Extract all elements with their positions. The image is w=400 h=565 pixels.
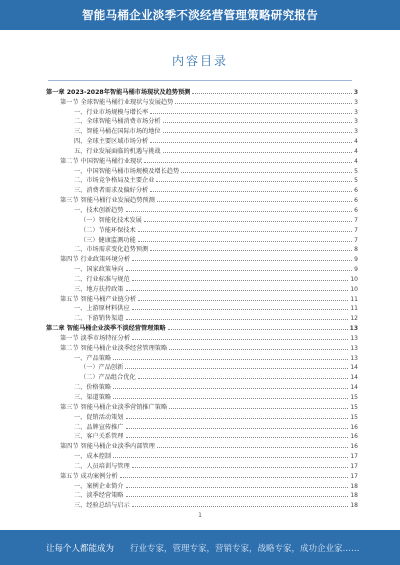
toc-entry-page: 17: [350, 462, 358, 470]
toc-entry-title: 第二章 智能马桶企业淡季不淡经营管理策略: [46, 325, 166, 333]
toc-dot-leader: [126, 496, 349, 497]
toc-entry-title: 二、市场需求变化趋势预测: [74, 246, 149, 254]
toc-entry[interactable]: [46, 244, 358, 254]
toc-entry[interactable]: [46, 332, 358, 342]
toc-entry[interactable]: [46, 145, 358, 155]
toc-entry-title: 五、行业发展面临的机遇与挑战: [74, 147, 161, 155]
toc-entry[interactable]: [46, 391, 358, 401]
toc-dot-leader: [126, 319, 349, 320]
toc-entry-title: 三、地方扶持政策: [74, 285, 124, 293]
toc-entry-page: 3: [354, 98, 358, 106]
toc-entry[interactable]: [46, 381, 358, 391]
toc-dot-leader: [126, 211, 353, 212]
toc-entry-title: 二、品牌宣传推广: [74, 423, 124, 431]
toc-entry-title: （二）产品组合优化: [80, 374, 136, 382]
toc-entry-title: 第一节 淡季市场特征分析: [60, 334, 131, 342]
toc-entry-page: 17: [350, 453, 358, 461]
toc-dot-leader: [113, 388, 348, 389]
toc-dot-leader: [113, 457, 348, 458]
toc-dot-leader: [113, 398, 348, 399]
toc-entry[interactable]: [46, 96, 358, 106]
toc-entry-page: 14: [350, 374, 358, 382]
toc-entry-title: （一）智能化技术发展: [80, 216, 142, 224]
toc-entry[interactable]: [46, 184, 358, 194]
toc-dot-leader: [150, 250, 352, 251]
toc-entry-page: 12: [350, 315, 358, 323]
table-of-contents: [46, 86, 358, 509]
toc-entry-title: 第四节 智能马桶企业淡季内部管理: [60, 443, 155, 451]
toc-dot-leader: [181, 172, 352, 173]
toc-entry[interactable]: [46, 411, 358, 421]
toc-entry[interactable]: [46, 490, 358, 500]
toc-entry[interactable]: [46, 116, 358, 126]
toc-entry[interactable]: [46, 401, 358, 411]
toc-entry-page: 10: [350, 285, 358, 293]
toc-entry[interactable]: [46, 450, 358, 460]
toc-entry[interactable]: [46, 303, 358, 313]
toc-dot-leader: [138, 231, 352, 232]
toc-entry-title: 二、价格策略: [74, 384, 112, 392]
toc-entry[interactable]: [46, 352, 358, 362]
toc-dot-leader: [132, 467, 349, 468]
toc-entry-title: 三、智能马桶在国际市场的地位: [74, 128, 161, 136]
toc-entry-title: 第四节 行业政策环境分析: [60, 256, 131, 264]
toc-entry-page: 3: [354, 128, 358, 136]
toc-entry-page: 15: [350, 394, 358, 401]
toc-dot-leader: [168, 329, 348, 330]
toc-entry[interactable]: [46, 86, 358, 96]
toc-entry-page: 11: [350, 305, 358, 313]
toc-entry[interactable]: [46, 371, 358, 381]
toc-dot-leader: [120, 477, 349, 478]
toc-dot-leader: [156, 181, 352, 182]
toc-entry-page: 7: [354, 216, 358, 224]
toc-entry-page: 3: [353, 88, 358, 96]
toc-dot-leader: [144, 162, 352, 163]
toc-entry-title: 二、下游销售渠道: [74, 315, 124, 323]
toc-entry-title: 一、产品策略: [74, 354, 112, 362]
toc-entry-title: 一、成本控制: [74, 453, 112, 461]
toc-entry-page: 13: [350, 344, 358, 352]
toc-entry-page: 13: [350, 354, 358, 362]
toc-dot-leader: [163, 122, 353, 123]
toc-entry-title: （三）健康监测功能: [80, 236, 136, 244]
toc-dot-leader: [163, 132, 353, 133]
toc-dot-leader: [113, 359, 348, 360]
toc-dot-leader: [175, 103, 352, 104]
toc-dot-leader: [163, 152, 353, 153]
toc-entry-page: 16: [350, 433, 358, 441]
toc-dot-leader: [150, 191, 352, 192]
toc-entry[interactable]: [46, 440, 358, 450]
toc-entry[interactable]: [46, 253, 358, 263]
toc-dot-leader: [132, 280, 349, 281]
toc-entry-page: 8: [354, 246, 358, 254]
toc-entry-title: 一、案例企业简介: [74, 482, 124, 490]
toc-entry-title: 二、全球智能马桶消费市场分析: [74, 118, 161, 126]
toc-entry[interactable]: [46, 342, 358, 352]
toc-dot-leader: [138, 241, 352, 242]
toc-entry-title: 一、促销活动策划: [74, 413, 124, 421]
toc-entry-page: 13: [349, 325, 358, 333]
toc-entry-page: 7: [354, 236, 358, 244]
toc-entry-page: 15: [350, 403, 358, 411]
page-number: 1: [198, 512, 202, 519]
toc-entry-page: 3: [354, 108, 358, 116]
toc-dot-leader: [157, 447, 349, 448]
toc-entry[interactable]: [46, 293, 358, 303]
toc-entry[interactable]: [46, 273, 358, 283]
toc-entry-title: 二、淡季经营策略: [74, 492, 124, 500]
toc-entry-page: 4: [354, 138, 358, 146]
toc-entry-title: 二、市场竞争格局及主要企业: [74, 177, 155, 185]
toc-entry-page: 16: [350, 423, 358, 431]
toc-entry-title: 三、客户关系管理: [74, 433, 124, 441]
toc-entry-page: 18: [350, 482, 358, 490]
toc-entry-title: 第五节 智能马桶产业链分析: [60, 295, 137, 303]
toc-dot-leader: [138, 300, 348, 301]
toc-entry-title: 第三节 智能马桶企业淡季营销推广策略: [60, 403, 168, 411]
toc-dot-leader: [144, 221, 352, 222]
toc-entry-page: 15: [350, 413, 358, 421]
toc-entry[interactable]: [46, 214, 358, 224]
toc-entry[interactable]: [46, 234, 358, 244]
toc-entry-page: 5: [354, 177, 358, 185]
toc-dot-leader: [132, 339, 348, 340]
footer-slogan: 行业专家，管理专家，营销专家，战略专家，成功企业家……: [130, 543, 360, 554]
toc-entry[interactable]: [46, 362, 358, 372]
toc-entry-title: 第一章 2023-2028年智能马桶市场现状及趋势预测: [46, 88, 191, 96]
toc-entry[interactable]: [46, 135, 358, 145]
toc-entry-page: 9: [354, 256, 358, 264]
toc-dot-leader: [169, 408, 348, 409]
toc-heading: 内容目录: [171, 54, 228, 68]
report-header-banner: [0, 0, 400, 30]
toc-dot-leader: [126, 418, 349, 419]
toc-dot-leader: [138, 378, 349, 379]
toc-entry-page: 4: [354, 157, 358, 165]
toc-dot-leader: [192, 93, 351, 94]
toc-dot-leader: [169, 349, 348, 350]
toc-entry[interactable]: [46, 460, 358, 470]
toc-dot-leader: [126, 487, 349, 488]
toc-dot-leader: [150, 113, 352, 114]
toc-dot-leader: [157, 201, 352, 202]
toc-entry-title: 二、行业标准与规范: [74, 275, 130, 283]
toc-divider: [48, 80, 352, 81]
toc-entry-title: 一、技术创新趋势: [74, 206, 124, 214]
toc-entry-title: 四、全球主要区域市场分析: [74, 138, 149, 146]
toc-dot-leader: [126, 290, 349, 291]
toc-entry-title: 三、经验总结与启示: [74, 502, 130, 510]
toc-entry-page: 6: [354, 197, 358, 205]
toc-entry-page: 14: [350, 364, 358, 372]
toc-entry[interactable]: [46, 480, 358, 490]
toc-entry[interactable]: [46, 322, 358, 332]
toc-entry[interactable]: [46, 106, 358, 116]
toc-entry-title: 第三节 智能马桶行业发展趋势预测: [60, 197, 155, 205]
toc-entry-title: （二）节能环保技术: [80, 226, 136, 234]
toc-entry-page: 7: [354, 226, 358, 234]
toc-entry[interactable]: [46, 263, 358, 273]
toc-entry-page: 11: [350, 295, 358, 303]
toc-entry-title: 一、中国智能马桶市场规模及增长趋势: [74, 167, 180, 175]
toc-entry-page: 3: [354, 118, 358, 126]
toc-entry[interactable]: [46, 165, 358, 175]
toc-entry[interactable]: [46, 224, 358, 234]
toc-entry-page: 17: [350, 472, 358, 480]
toc-dot-leader: [132, 260, 352, 261]
toc-entry[interactable]: [46, 283, 358, 293]
toc-entry-title: 第一节 全球智能马桶行业现状与发展趋势: [60, 98, 174, 106]
toc-entry-title: 第二节 智能马桶企业淡季经营管理策略: [60, 344, 168, 352]
toc-entry-page: 18: [350, 502, 358, 510]
toc-entry-title: 第五节 成功案例分析: [60, 472, 118, 480]
toc-entry[interactable]: [46, 312, 358, 322]
toc-entry-page: 14: [350, 384, 358, 392]
toc-entry[interactable]: [46, 499, 358, 509]
toc-entry-page: 6: [354, 206, 358, 214]
toc-dot-leader: [125, 368, 348, 369]
toc-entry[interactable]: [46, 175, 358, 185]
toc-dot-leader: [126, 270, 353, 271]
toc-dot-leader: [126, 437, 349, 438]
toc-entry-title: 一、国家政策导向: [74, 266, 124, 274]
toc-entry[interactable]: [46, 125, 358, 135]
toc-entry-page: 10: [350, 275, 358, 283]
toc-entry-title: 一、上游原材料供应: [74, 305, 130, 313]
footer-text: 让每个人都能成为: [46, 543, 115, 554]
footer-banner: [0, 530, 400, 565]
toc-entry-page: 18: [350, 492, 358, 500]
toc-entry-page: 6: [354, 187, 358, 195]
toc-dot-leader: [132, 309, 349, 310]
toc-entry[interactable]: [46, 194, 358, 204]
toc-entry-title: （一）产品创新: [80, 364, 124, 372]
toc-entry-page: 9: [354, 266, 358, 274]
toc-dot-leader: [126, 428, 349, 429]
toc-entry[interactable]: [46, 431, 358, 441]
toc-dot-leader: [150, 142, 352, 143]
toc-dot-leader: [132, 506, 349, 507]
toc-entry-page: 16: [350, 443, 358, 451]
toc-entry-page: 13: [350, 334, 358, 342]
toc-entry-page: 4: [354, 147, 358, 155]
toc-entry-title: 二、人员培训与管理: [74, 462, 130, 470]
toc-entry-title: 三、渠道策略: [74, 394, 112, 401]
toc-entry[interactable]: [46, 204, 358, 214]
toc-entry[interactable]: [46, 155, 358, 165]
toc-entry-title: 一、行业市场规模与增长率: [74, 108, 149, 116]
toc-entry-page: 5: [354, 167, 358, 175]
toc-entry[interactable]: [46, 421, 358, 431]
toc-entry-title: 第二节 中国智能马桶行业现状: [60, 157, 143, 165]
toc-entry[interactable]: [46, 470, 358, 480]
toc-entry-title: 三、消费者需求及偏好分析: [74, 187, 149, 195]
report-title: 智能马桶企业淡季不淡经营管理策略研究报告: [82, 8, 318, 22]
